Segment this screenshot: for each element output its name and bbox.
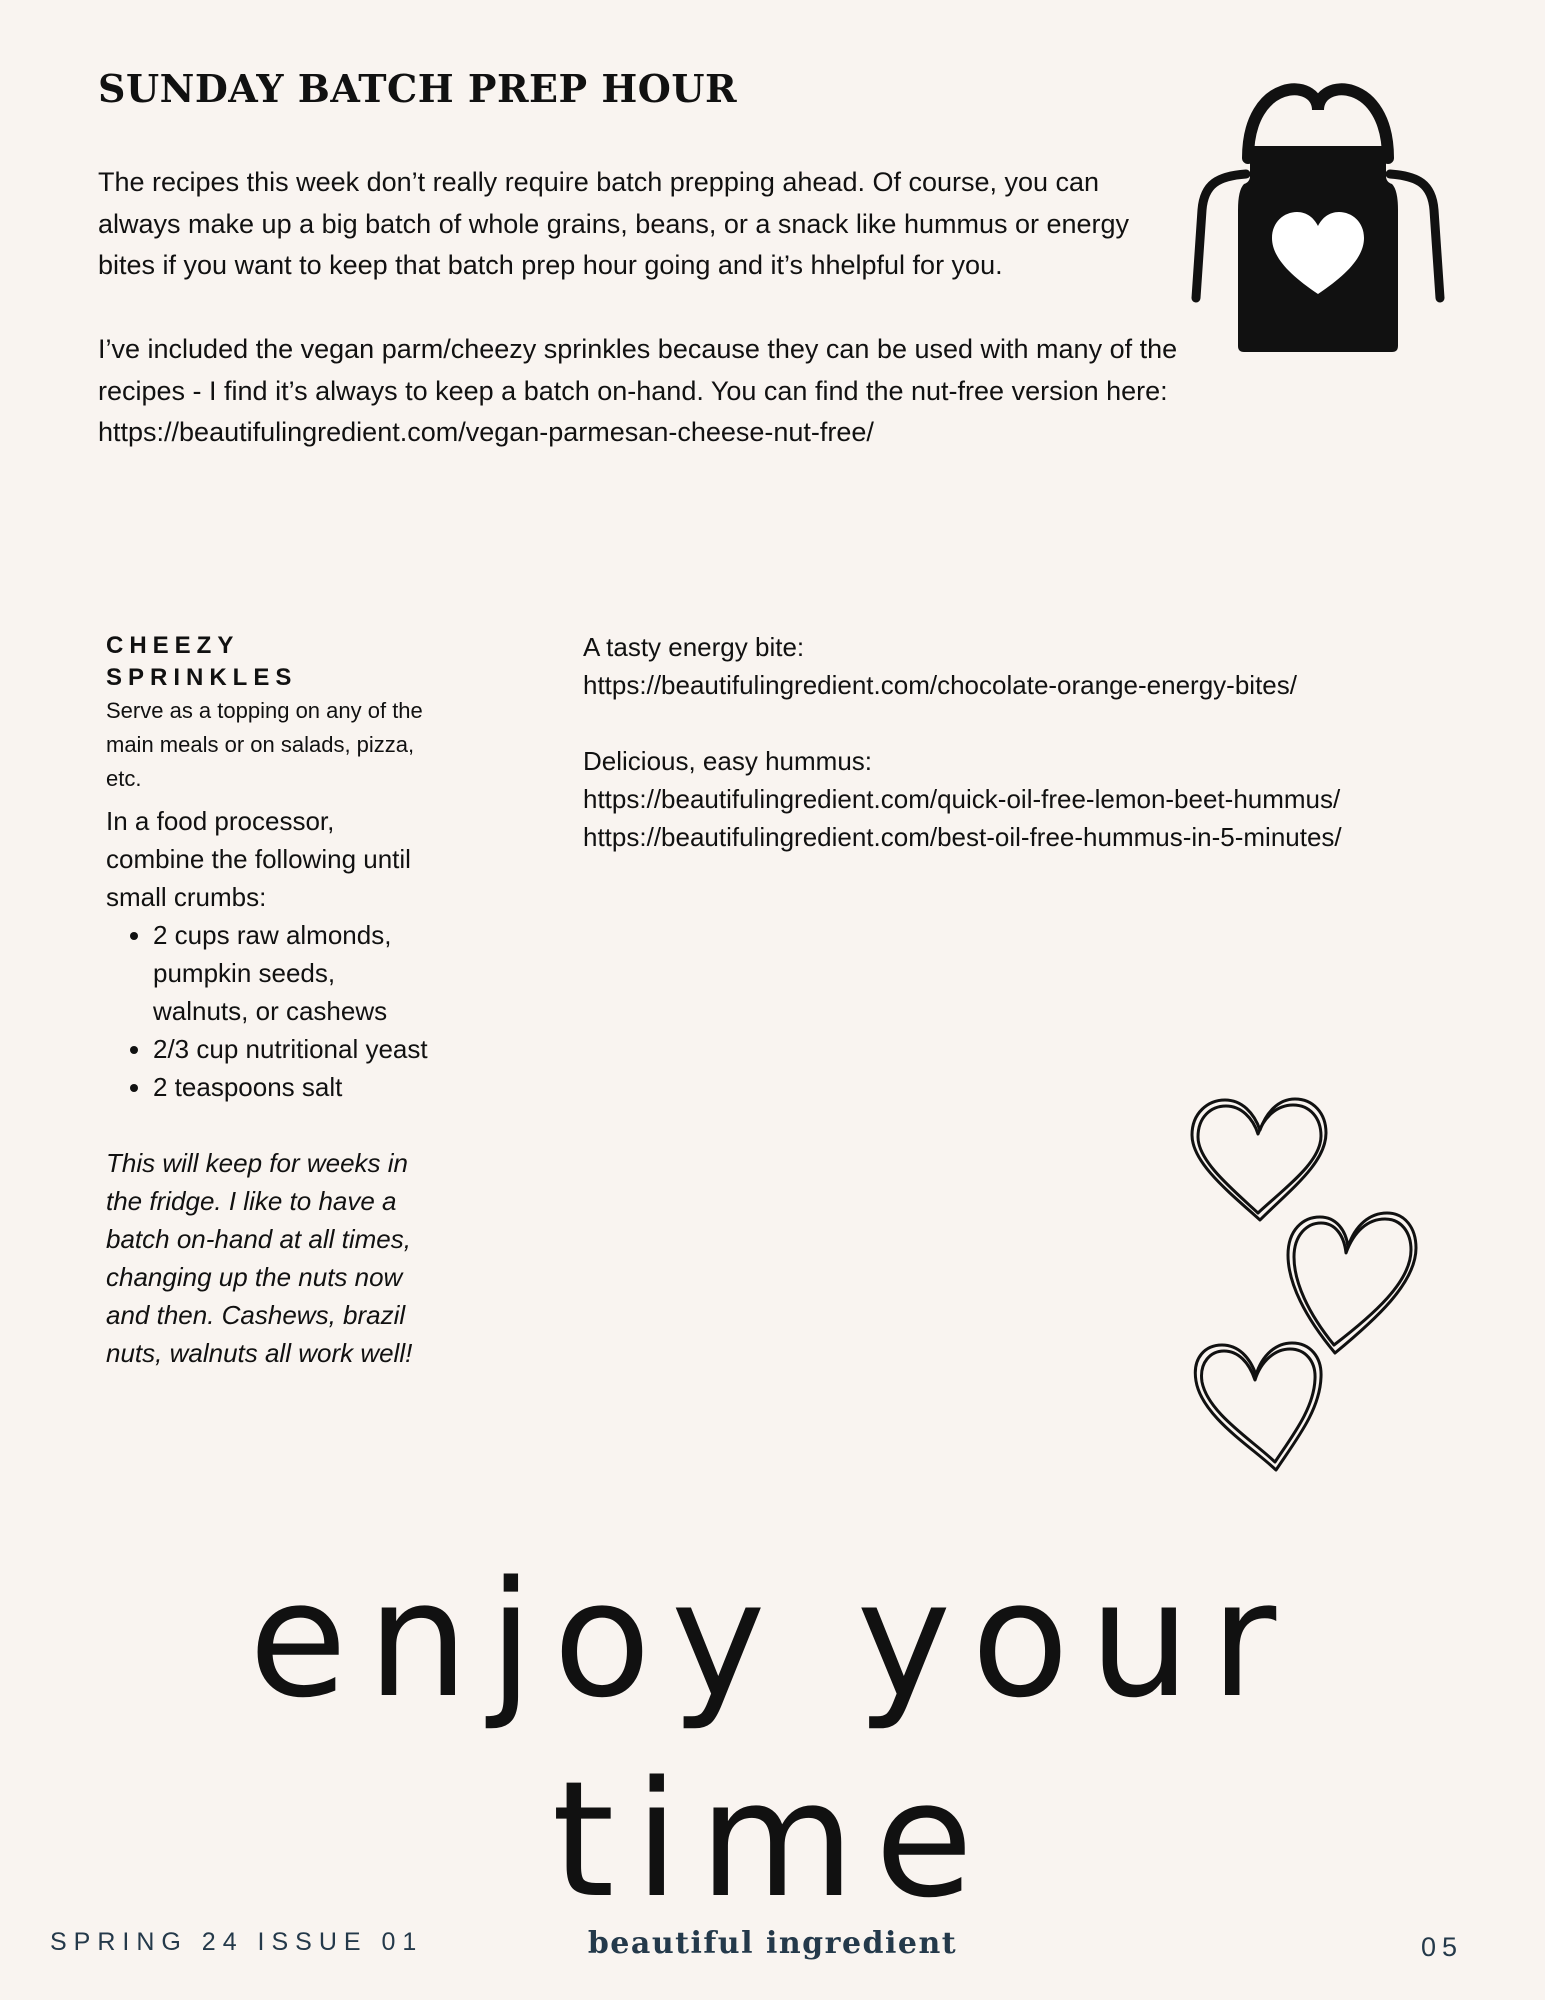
hummus-label: Delicious, easy hummus: bbox=[583, 746, 872, 776]
page-number: 05 bbox=[1420, 1932, 1463, 1962]
recipe-note: This will keep for weeks in the fridge. I like to have a batch on-hand at all times, changing up the nuts now and then. Cashews, brazil nuts, walnuts all work well! bbox=[106, 1148, 413, 1368]
hummus-section bbox=[583, 742, 1543, 856]
intro-paragraph-1: The recipes this week don’t really require batch prepping ahead. Of course, you can always make up a big batch of whole grains, beans, or a snack like hummus or energy bites if you want to keep that batch prep hour going and it’s hhelpful for you. bbox=[98, 167, 1130, 281]
ingredient-item: • 2 cups raw almonds, pumpkin seeds, walnuts, or cashews bbox=[153, 916, 436, 1030]
page-title: SUNDAY BATCH PREP HOUR bbox=[98, 66, 738, 111]
ingredient-item: • 2/3 cup nutritional yeast bbox=[153, 1030, 436, 1068]
recipe-subtitle: Serve as a topping on any of the main meals or on salads, pizza, etc. bbox=[106, 698, 423, 791]
hummus-link-1[interactable]: https://beautifulingredient.com/quick-oil-free-lemon-beet-hummus/ bbox=[583, 784, 1341, 814]
heart-bottom-icon bbox=[1195, 1343, 1321, 1470]
hummus-link-2[interactable]: https://beautifulingredient.com/best-oil-free-hummus-in-5-minutes/ bbox=[583, 822, 1342, 852]
energy-bite-link[interactable]: https://beautifulingredient.com/chocolate-orange-energy-bites/ bbox=[583, 670, 1297, 700]
brand-name: beautiful ingredient bbox=[587, 1926, 958, 1961]
ingredient-item: • 2 teaspoons salt bbox=[153, 1068, 436, 1106]
issue-label: SPRING 24 ISSUE 01 bbox=[50, 1928, 424, 1956]
heart-top-icon bbox=[1192, 1099, 1326, 1220]
ingredient-list bbox=[106, 916, 436, 1106]
heart-middle-icon bbox=[1288, 1213, 1416, 1353]
recipe-instructions: In a food processor, combine the following until small crumbs: bbox=[106, 806, 411, 912]
tagline: enjoy your time bbox=[248, 1546, 1297, 1933]
recipe-heading: CHEEZY SPRINKLES bbox=[106, 632, 298, 691]
cheezy-sprinkles-recipe bbox=[106, 630, 436, 1372]
energy-bite-label: A tasty energy bite: bbox=[583, 632, 805, 662]
hearts-icon bbox=[1180, 1085, 1430, 1485]
recipe-links bbox=[583, 628, 1543, 894]
intro-text bbox=[98, 162, 1178, 496]
apron-icon bbox=[1188, 80, 1448, 355]
intro-paragraph-2: I’ve included the vegan parm/cheezy sprinkles because they can be used with many of the recipes - I find it’s always to keep a batch on-hand. You can find the nut-free version here: https://beautifulingredient.com/vegan-parmesan-cheese-nut-free/ bbox=[98, 333, 1178, 448]
energy-bite-section bbox=[583, 628, 1543, 704]
